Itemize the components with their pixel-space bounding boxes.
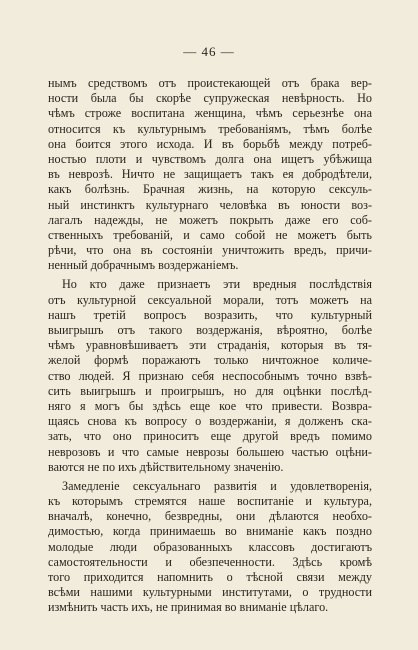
text-line: вначалѣ, конечно, безвредны, они дѣлаются необхо-	[48, 509, 372, 524]
text-line: рѣчи, что она въ состояніи уничтожить вредъ, причи-	[48, 243, 372, 258]
text-line: зать, что оно приноситъ еще другой вредъ помимо	[48, 429, 372, 444]
paragraph-2	[48, 277, 372, 474]
text-line: нымъ средствомъ отъ проистекающей отъ брака вер-	[48, 76, 372, 90]
text-line: выигрышъ отъ такого воздержанія, вѣроятно, болѣе	[48, 323, 372, 337]
text-line: ный инстинктъ культурнаго человѣка въ юности воз-	[48, 197, 372, 212]
text-line: Замедленіе сексуальнаго развитія и удовлетворенія,	[62, 478, 372, 493]
text-line: она боится этого исхода. И въ борьбѣ между потреб-	[48, 136, 372, 151]
text-line: того приходится напомнить о тѣсной связи между	[48, 570, 372, 584]
text-line: чѣмъ уравновѣшиваетъ эти страданія, которыя въ тя-	[48, 338, 372, 353]
text-line: въ неврозѣ. Ничто не защищаетъ такъ ея добродѣтели,	[48, 167, 372, 182]
text-line: желой формѣ поражаютъ только ничтожное количе-	[48, 353, 372, 368]
text-line: относится къ культурнымъ требованіямъ, тѣмъ болѣе	[48, 121, 372, 136]
text-line: ненный добрачнымъ воздержаніемъ.	[48, 258, 239, 273]
text-line: димостью, когда принимаешь во вниманіе какъ поздно	[48, 524, 372, 539]
paragraph-3	[48, 479, 372, 616]
text-line: чѣмъ строже воспитана женщина, чѣмъ серьезнѣе она	[48, 106, 372, 121]
text-line: какъ болѣзнь. Брачная жизнь, на которую сексуль-	[48, 182, 372, 197]
text-line: щаясь снова къ вопросу о воздержаніи, я долженъ ска-	[48, 414, 372, 429]
text-line: ваются не по ихъ дѣйствительному значенію.	[48, 459, 284, 474]
text-line: неврозовъ и что самые неврозы большею частью оцѣни-	[48, 444, 372, 459]
text-line: самостоятельности и обезпеченности. Здѣсь кромѣ	[48, 554, 372, 569]
text-line: отъ культурной сексуальной морали, тотъ можетъ на	[48, 292, 372, 307]
text-line: измѣнить часть ихъ, не принимая во вниманіе цѣлаго.	[48, 600, 329, 615]
page-number: — 46 —	[183, 44, 235, 59]
text-line: ственныхъ требованій, и само собой не можетъ быть	[48, 227, 372, 242]
text-line: сить выигрышъ и проигрышъ, но для оцѣнки послѣд-	[48, 383, 372, 398]
text-line: нашъ третій вопросъ возразить, что культурный	[48, 307, 372, 322]
text-line: Но кто даже признаетъ эти вредныя послѣдствія	[62, 277, 372, 292]
body-text	[48, 76, 372, 616]
text-line: всѣми нашими культурными институтами, о трудности	[48, 585, 372, 600]
text-line: няго я могъ бы здѣсь еще кое что привести. Возвра-	[48, 398, 372, 413]
text-line: молодые люди образованныхъ классовъ достигаютъ	[48, 539, 372, 554]
paragraph-1	[48, 76, 372, 273]
text-line: къ которымъ стремятся наше воспитаніе и культура,	[48, 494, 372, 509]
text-line: ностью плоти и чувствомъ долга она ищетъ убѣжища	[48, 151, 372, 166]
text-line: ство людей. Я признаю себя неспособнымъ точно взвѣ-	[48, 368, 372, 383]
text-line: лагалъ надежды, не можетъ покрыть даже его соб-	[48, 212, 372, 227]
text-line: ности была бы скорѣе супружеская невѣрность. Но	[48, 91, 372, 106]
